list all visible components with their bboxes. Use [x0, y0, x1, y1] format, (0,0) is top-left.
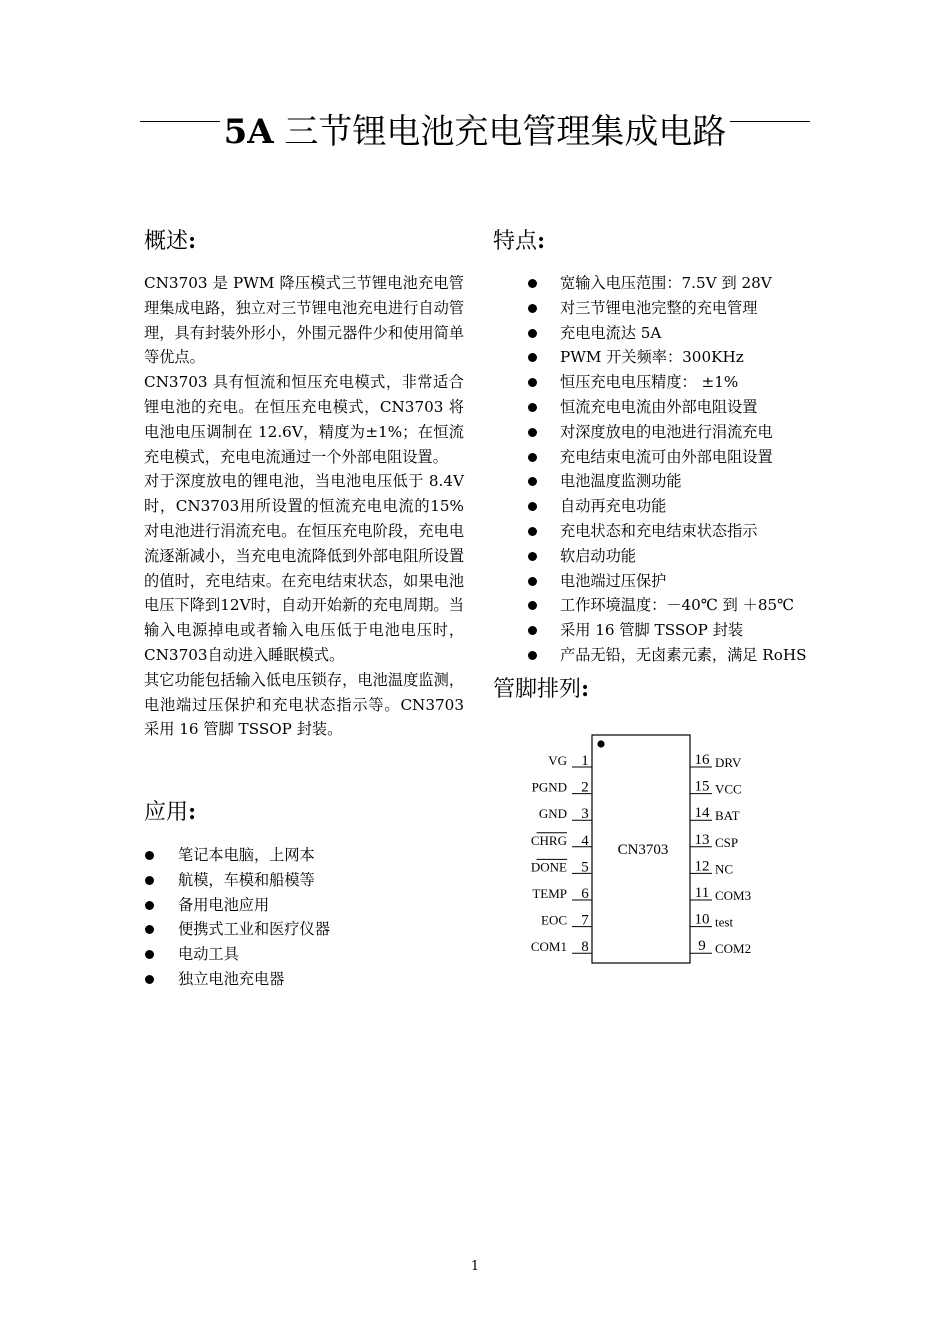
pin-label: VG [548, 753, 567, 768]
list-item [527, 445, 807, 470]
bullet-icon [528, 403, 537, 412]
list-item [144, 893, 330, 918]
right-pins [690, 752, 751, 956]
bullet-icon [528, 329, 537, 338]
list-item-text: 恒流充电电流由外部电阻设置 [560, 397, 758, 416]
list-item [527, 494, 807, 519]
pin-label: BAT [715, 808, 740, 824]
pin-label: CHRG [530, 832, 567, 848]
list-item [527, 569, 807, 594]
pinout-heading [493, 674, 589, 705]
applications-heading-text: 应用 [144, 800, 189, 825]
bullet-icon [528, 428, 537, 437]
list-item [144, 843, 330, 868]
bullet-icon [528, 502, 537, 511]
list-item-text: 充电结束电流可由外部电阻设置 [560, 447, 773, 466]
list-item-text: 软启动功能 [560, 546, 636, 565]
bullet-icon [528, 651, 537, 660]
pin-number: 2 [581, 779, 589, 796]
list-item [527, 469, 807, 494]
bullet-icon [145, 950, 154, 959]
bullet-icon [528, 527, 537, 536]
list-item [144, 917, 330, 942]
pin-number: 13 [694, 831, 710, 848]
pin-label: DRV [715, 755, 742, 770]
document-title [0, 110, 950, 154]
pin-number: 9 [698, 938, 706, 955]
left-pins [531, 753, 592, 955]
list-item-text: 宽输入电压范围：7.5V 到 28V [560, 274, 772, 292]
pin-label: CSP [715, 834, 739, 850]
list-item-text: 航模，车模和船模等 [178, 870, 315, 889]
pin-label: DONE [530, 859, 567, 875]
applications-heading-colon: : [188, 799, 197, 825]
bullet-icon [528, 577, 537, 586]
bullet-icon [145, 901, 154, 910]
bullet-icon [528, 601, 537, 610]
pin-label: GND [538, 806, 567, 822]
page-number: 1 [470, 1259, 480, 1274]
list-item [144, 967, 330, 992]
list-item [527, 271, 807, 296]
pin-label: COM3 [715, 888, 752, 903]
pin1-marker-dot [597, 740, 604, 747]
bullet-icon [145, 876, 154, 885]
overview-paragraph: 其它功能包括输入低电压锁存，电池温度监测，电池端过压保护和充电状态指示等。CN3703 采用 16 管脚 TSSOP 封装。 [144, 670, 464, 739]
list-item [527, 544, 807, 569]
bullet-icon [528, 453, 537, 462]
pin-number: 10 [694, 911, 710, 928]
pin-label: EOC [541, 912, 567, 928]
pin-number: 1 [581, 753, 589, 769]
bullet-icon [528, 552, 537, 561]
overview-paragraph: 对于深度放电的锂电池，当电池电压低于 8.4V时，CN3703用所设置的恒流充电电流的15%对电池进行涓流充电。在恒压充电阶段，充电电流逐渐减小，当充电电流降低到外部电阻所设置的值时，充电结束。在充电结束状态，如果电池电压下降到12V时，自动开始新的充电周期。当输入电源掉电或者输入电压低于电池电压时，CN3703自动进入睡眠模式。 [144, 472, 464, 664]
pin-number: 4 [581, 832, 589, 849]
pin-label: COM1 [530, 939, 567, 955]
list-item [527, 420, 807, 445]
title-text: 三节锂电池充电管理集成电路 [273, 112, 727, 152]
pinout-heading-text: 管脚排列 [493, 677, 582, 702]
pin-number: 12 [694, 858, 710, 875]
list-item-text: 自动再充电功能 [560, 497, 667, 516]
bullet-icon [528, 477, 537, 486]
features-heading [493, 226, 545, 257]
bullet-icon [528, 279, 537, 288]
list-item [527, 296, 807, 321]
bullet-icon [528, 378, 537, 387]
list-item-text: 恒压充电电压精度： ±1% [560, 373, 739, 392]
pin-label: NC [715, 861, 734, 877]
list-item-text: 电动工具 [178, 945, 239, 964]
bullet-icon [145, 925, 154, 934]
list-item [527, 321, 807, 346]
pin-number: 8 [581, 939, 589, 956]
applications-heading [144, 797, 196, 828]
list-item-text: 电池端过压保护 [560, 571, 667, 590]
features-heading-text: 特点 [493, 229, 538, 254]
overview-body [144, 271, 464, 742]
pin-label: test [715, 914, 734, 930]
list-item [527, 618, 807, 643]
bullet-icon [145, 975, 154, 984]
pin-number: 6 [581, 886, 589, 902]
pin-number: 16 [694, 752, 710, 768]
list-item-text: 采用 16 管脚 TSSOP 封装 [560, 621, 744, 640]
list-item-text: 独立电池充电器 [178, 969, 285, 988]
pin-label: PGND [531, 779, 567, 795]
features-heading-colon: : [537, 228, 546, 254]
pin-number: 14 [694, 805, 710, 822]
list-item-text: 笔记本电脑，上网本 [178, 846, 315, 864]
overview-heading-text: 概述 [144, 229, 189, 254]
pin-number: 7 [581, 912, 589, 929]
list-item [527, 370, 807, 395]
chip-body [592, 735, 690, 963]
overview-heading [144, 226, 196, 257]
list-item-text: 工作环境温度：－40℃ 到 ＋85℃ [560, 596, 795, 615]
pin-number: 11 [694, 885, 710, 901]
title-bold: 5A [223, 112, 274, 152]
list-item [527, 395, 807, 420]
pin-label: VCC [715, 781, 742, 797]
list-item-text: 电池温度监测功能 [560, 472, 682, 491]
overview-paragraph: CN3703 具有恒流和恒压充电模式，非常适合锂电池的充电。在恒压充电模式，CN3703 将电池电压调制在 12.6V，精度为±1%；在恒流充电模式，充电电流通过一个外部电阻设置。 [144, 373, 464, 466]
list-item-text: 充电状态和充电结束状态指示 [560, 521, 758, 540]
bullet-icon [145, 851, 154, 860]
list-item-text: PWM 开关频率：300KHz [560, 348, 744, 367]
list-item [144, 868, 330, 893]
list-item-text: 备用电池应用 [178, 895, 270, 914]
pin-number: 3 [581, 806, 589, 823]
list-item-text: 产品无铅，无卤素元素，满足 RoHS [560, 645, 807, 664]
overview-paragraph: CN3703 是 PWM 降压模式三节锂电池充电管理集成电路，独立对三节锂电池充电进行自动管理，具有封装外形小，外围元器件少和使用简单等优点。 [144, 274, 464, 367]
pin-label: COM2 [715, 941, 752, 957]
list-item [144, 942, 330, 967]
pin-number: 5 [581, 859, 589, 876]
bullet-icon [528, 626, 537, 635]
list-item-text: 充电电流达 5A [560, 323, 662, 342]
bullet-icon [528, 304, 537, 313]
list-item [527, 345, 807, 370]
list-item [527, 593, 807, 618]
features-list [527, 271, 807, 668]
overview-heading-colon: : [188, 228, 197, 254]
pin-label: TEMP [532, 886, 567, 901]
list-item [527, 519, 807, 544]
list-item-text: 对三节锂电池完整的充电管理 [560, 298, 758, 317]
applications-list [144, 843, 330, 992]
pinout-heading-colon: : [581, 676, 590, 702]
list-item [527, 643, 807, 668]
list-item-text: 便携式工业和医疗仪器 [178, 920, 330, 939]
chip-name: CN3703 [617, 842, 669, 858]
bullet-icon [528, 353, 537, 362]
list-item-text: 对深度放电的电池进行涓流充电 [560, 422, 773, 441]
pin-number: 15 [694, 778, 710, 795]
